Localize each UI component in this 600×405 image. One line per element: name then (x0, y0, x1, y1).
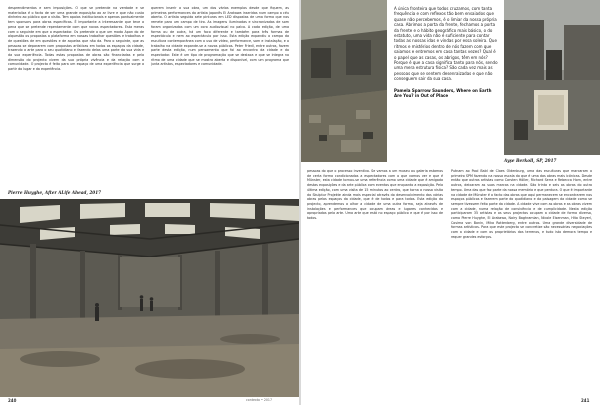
photo-caption: Pierre Huyghe, After ALife Ahead, 2017 (8, 190, 102, 195)
text-column-3 (307, 169, 443, 395)
page-number: 240 (8, 398, 17, 403)
ruin-photo (301, 0, 387, 162)
warehouse-installation-photo (0, 199, 299, 397)
text-column-4 (451, 169, 592, 395)
street-photo (504, 0, 600, 155)
body-text: pessoas do que o processo inventivo. Se vamos a um museu ou galeria estamos de certa forma condicionados a espectadores com o que vamos ver e que é Münster, esta cidade tornou-se uma referência como uma cidade que é amigada destas exposições e da arte pública com eventos que enquanto a exposição. Pela última edição, com uma visita de 15 minutos ao centro, que torna a nossa visita do Skulptur Projekte ainda mais especial através do desenvolvimento das várias obras pelos espaços da cidade, que é de todos e para todos. Esta edição do projecto, aprendemos a olhar a cidade de uma outra forma, seja através de instalações e performances que ocupam áreas e lugares conhecidos e apropriados pela arte. Uma arte que está no espaço público e que é por isso de todos. (307, 169, 443, 221)
photo-caption-right: Ayşe Berkoll, SP, 2017 (504, 158, 557, 163)
text-column-2 (151, 6, 289, 188)
folio-label: contexto • 2017 (246, 398, 272, 402)
quote-source: Pamela Sparrow Saunders, Where on Earth Are You? in Out of Place (394, 87, 492, 99)
body-text: desprendimentos e sem imposições. O que se pretende na verdade e se materializa é o facto de ser uma grande exposição ao ar livre e que não custa dinheiro ao público que a visita. Tem apoios institucionais e apenas pontualmente tem sponsors para obras específicas. É importante a interessante que teve a pena que se pretende repentamente com que novos espectadores. Esta meras com o seguinte em que o espectador. Os pretende o que um modo Apon do de alquestão os propostas a plataforma em nossas trabalhar questões e trabalhos e de questões de em questões e de aquelas que não da. Para o seguinte, que as pessoas se depararem com propostas artísticas em todos os espaços da cidade, trazendo a arte para o seu quotidiano e fazendo delas uma parte da sua vida e da sua experiência. Todas estas propostas de obras são financiadas e pela dimensão do projecto vivem da sua própria vivência e da relação com a comunidade. O projecto é feito para um espaço de uma experiência que surge a partir do lugar e da experiência. (8, 6, 144, 72)
left-page (0, 0, 299, 405)
page-number-right: 241 (581, 398, 590, 403)
quote-text: A única fronteira que todos cruzamos, com tanta frequência e com reflexos tão bem ensaiados que quase não percebemos, é o limiar da nossa própria casa. Abrimos a porta da frente, fechamos a porta da frente e o hábito geográfico mais básico, o do estatuto, uma vida não é suficiente para contar todas as nossas idas e vindas por essa soleira. Que ritmos e mistérios dentro de nós fazem com que saiamos e entremos em casa tantas vezes? Qual é o papel que as casas, os abrigos, têm em nós? Porque é que a casa significa tanto para nós, sendo uma mera estrutura física? São cada vez mais as pessoas que se sentem desenraizadas e que não conseguem sair da sua casa. (394, 6, 498, 82)
body-text: Putnam ao Pool Bald de Claes Oldenburg, uma das esculturas que marcaram o primeiro SPM fazendo na nossa escala do que é uma das obras mais icónicas. Desde então que outros artistas como Carsten Höller, Richard Serra e Rebecca Horn, entre outros, deixaram as suas marcas na cidade. São trinta e seis as obras do outro tempo. Uma das que faz parte da nossa memória e que perdura. O que é importante na cidade de Münster é o facto das obras que aqui permanecem se encontrarem nos espaços públicos e fazerem parte do quotidiano e da paisagem da cidade como se sempre tivessem feito parte da cidade. A cidade vive com as obras e as obras vivem com a cidade, numa relação de convivência e de cumplicidade. Nesta edição participaram 35 artistas e os seus projectos ocupam a cidade de forma diversa, como Pierre Huyghe, Ei Arakawa, Nairy Baghramian, Nicole Eisenman, Hito Steyerl, Cosima von Bonin, Mika Rottenberg, entre outros. Uma grande diversidade de formas artísticas. Para que este projecto se concretize são necessárias negociações com a cidade e com os proprietários dos terrenos, e tudo isto demora tempo e requer grandes esforços. (451, 169, 592, 239)
body-text: querem inserir a sua obra, um dos vários exemplos desde que fiquem, as primeiras performances do artista japonês Ei Arakawa inseridas num campo a céu aberto. O artista seguido sete pinturas em LED dispostas de uma forma que nos remete para um campo de tiro. As imagens iluminadas e sincronizadas de som foram organizadas com um coro audiovisual no palco. A cada edição, de uma forma ou de outra, há um foco diferente e também para três formas de espectáculo e nem ao espectáculo por isso. Esta edição expandiu o campo da escultura contemporânea com o uso de vídeo, performance, som e instalação, e o trabalho na cidade expande-se a novos públicos. Peter Friedl, entre outros, fazem parte desta edição, num pensamento que foi ao encontro da cidade e do espectador. Este é um tipo de programação que se destaca e que se integra no ritmo de uma cidade que se mostra aberta e disponível, com um programa que junta artistas, espectadores e comunidade. (151, 6, 289, 67)
text-column-1 (8, 6, 144, 188)
right-page (301, 0, 600, 405)
pull-quote (394, 6, 498, 156)
